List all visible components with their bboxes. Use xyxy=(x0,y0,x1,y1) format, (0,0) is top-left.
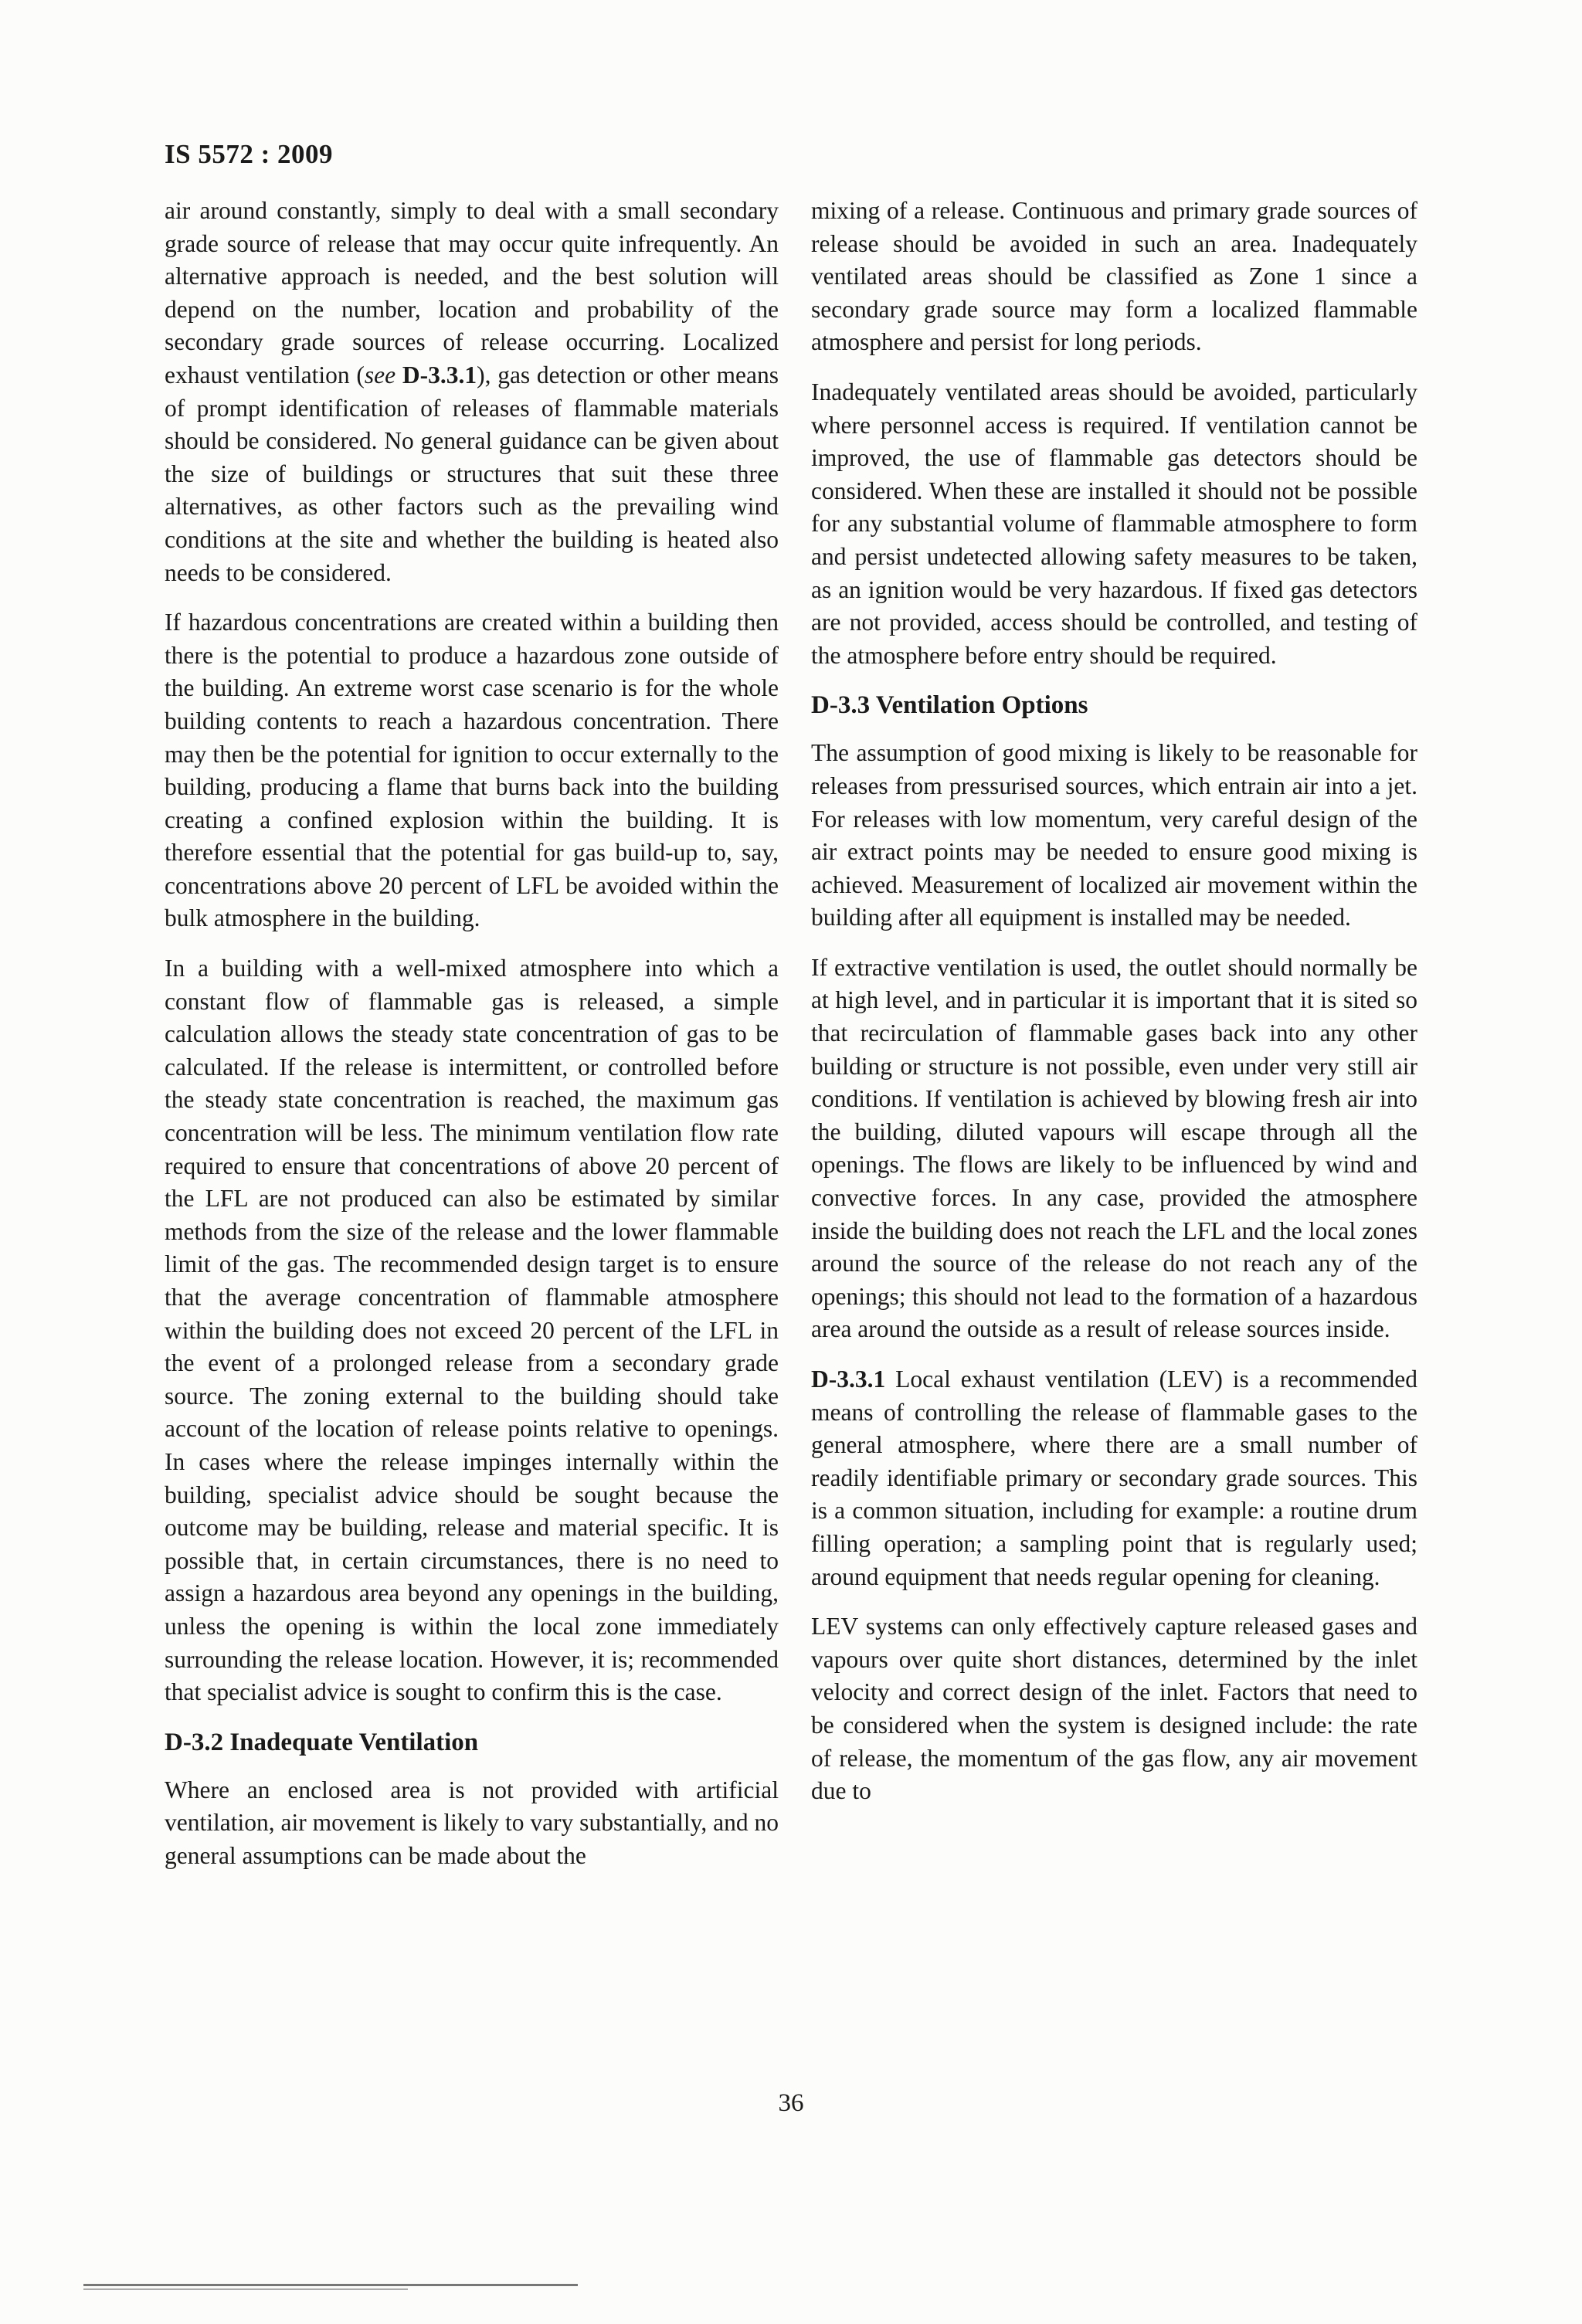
paragraph xyxy=(165,195,779,589)
paragraph: mixing of a release. Continuous and primary grade sources of release should be avoided in such an area. Inadequately ventilated areas should be classified as Zone 1 since a secondary grade source may form a localized flammable atmosphere and persist for long periods. xyxy=(811,197,1417,356)
section-heading: D-3.2 Inadequate Ventilation xyxy=(165,1728,479,1756)
paragraph: If hazardous concentrations are created within a building then there is the potential to produce a hazardous zone outside of the building. An extreme worst case scenario is for the whole building contents to reach a hazardous concentration. There may then be the potential for ignition to occur externally to the building, producing a flame that burns back into the building creating a confined explosion within the building. It is therefore essential that the potential for gas build-up to, say, concentrations above 20 percent of LFL be avoided within the bulk atmosphere in the building. xyxy=(165,609,779,932)
clause-number: D-3.3.1 xyxy=(811,1366,886,1393)
footer-rule xyxy=(83,2288,408,2290)
paragraph: Where an enclosed area is not provided with artificial ventilation, air movement is likely to vary substantially, and no general assumptions can be made about the xyxy=(165,1776,779,1869)
document-code: IS 5572 : 2009 xyxy=(165,139,333,169)
section-heading: D-3.3 Ventilation Options xyxy=(811,691,1088,720)
page-number: 36 xyxy=(778,2089,804,2117)
left-column xyxy=(165,195,779,1890)
paragraph: In a building with a well-mixed atmosphere into which a constant flow of flammable gas is released, a simple calculation allows the steady state concentration of gas to be calculated. If the release is intermittent, or controlled before the steady state concentration is reached, the maximum gas concentration will be less. The minimum ventilation flow rate required to ensure that concentrations of above 20 percent of the LFL are not produced can also be estimated by similar methods from the size of the release and the lower flammable limit of the gas. The recommended design target is to ensure that the average concentration of flammable atmosphere within the building does not exceed 20 percent of the LFL in the event of a prolonged release from a secondary grade source. The zoning external to the building should take account of the location of release points relative to openings. In cases where the release impinges internally within the building, specialist advice should be sought because the outcome may be building, release and material specific. It is possible that, in certain circumstances, there is no need to assign a hazardous area beyond any openings in the building, unless the opening is within the local zone immediately surrounding the release location. However, it is; recommended that specialist advice is sought to confirm this is the case. xyxy=(165,955,779,1706)
paragraph-text: ), gas detection or other means of prompt identification of releases of flammable materials should be considered. No general guidance can be given about the size of buildings or structures that suit these three alternatives, as other factors such as the prevailing wind conditions at the site and whether the building is heated also needs to be considered. xyxy=(165,361,779,586)
cross-reference: D-3.3.1 xyxy=(402,361,477,388)
paragraph: LEV systems can only effectively capture released gases and vapours over quite short distances, determined by the inlet velocity and correct design of the inlet. Factors that need to be considered when the system is designed include: the rate of release, the momentum of the gas flow, any air movement due to xyxy=(811,1613,1417,1805)
paragraph-text: Local exhaust ventilation (LEV) is a recommended means of controlling the release of flammable gases to the general atmosphere, where there are a small number of readily identifiable primary or secondary grade sources. This is a common situation, including for example: a routine drum filling operation; a sampling point that is regularly used; around equipment that needs regular opening for cleaning. xyxy=(811,1366,1417,1590)
paragraph: The assumption of good mixing is likely to be reasonable for releases from pressurised sources, which entrain air into a jet. For releases with low momentum, very careful design of the air extract points may be needed to ensure good mixing is achieved. Measurement of localized air movement within the building after all equipment is installed may be needed. xyxy=(811,739,1417,931)
right-column xyxy=(811,195,1417,1825)
paragraph: Inadequately ventilated areas should be avoided, particularly where personnel access is required. If ventilation cannot be improved, the use of flammable gas detectors should be considered. When these are installed it should not be possible for any substantial volume of flammable atmosphere to form and persist undetected allowing safety measures to be taken, as an ignition would be very hazardous. If fixed gas detectors are not provided, access should be controlled, and testing of the atmosphere before entry should be required. xyxy=(811,378,1417,669)
footer-rule xyxy=(83,2284,578,2286)
paragraph-text: air around constantly, simply to deal with a small secondary grade source of release that may occur quite infrequently. An alternative approach is needed, and the best solution will depend on the number, location and probability of the secondary grade sources of release occurring. Localized exhaust ventilation ( xyxy=(165,197,779,388)
paragraph xyxy=(811,1363,1417,1593)
see-text: see xyxy=(364,361,396,388)
paragraph: If extractive ventilation is used, the outlet should normally be at high level, and in particular it is important that it is sited so that recirculation of flammable gases back into any other building or structure is not possible, even under very still air conditions. If ventilation is achieved by blowing fresh air into the building, diluted vapours will escape through all the openings. The flows are likely to be influenced by wind and convective forces. In any case, provided the atmosphere inside the building does not reach the LFL and the local zones around the source of the release do not reach any of the openings; this should not lead to the formation of a hazardous area around the outside as a result of release sources inside. xyxy=(811,953,1417,1343)
